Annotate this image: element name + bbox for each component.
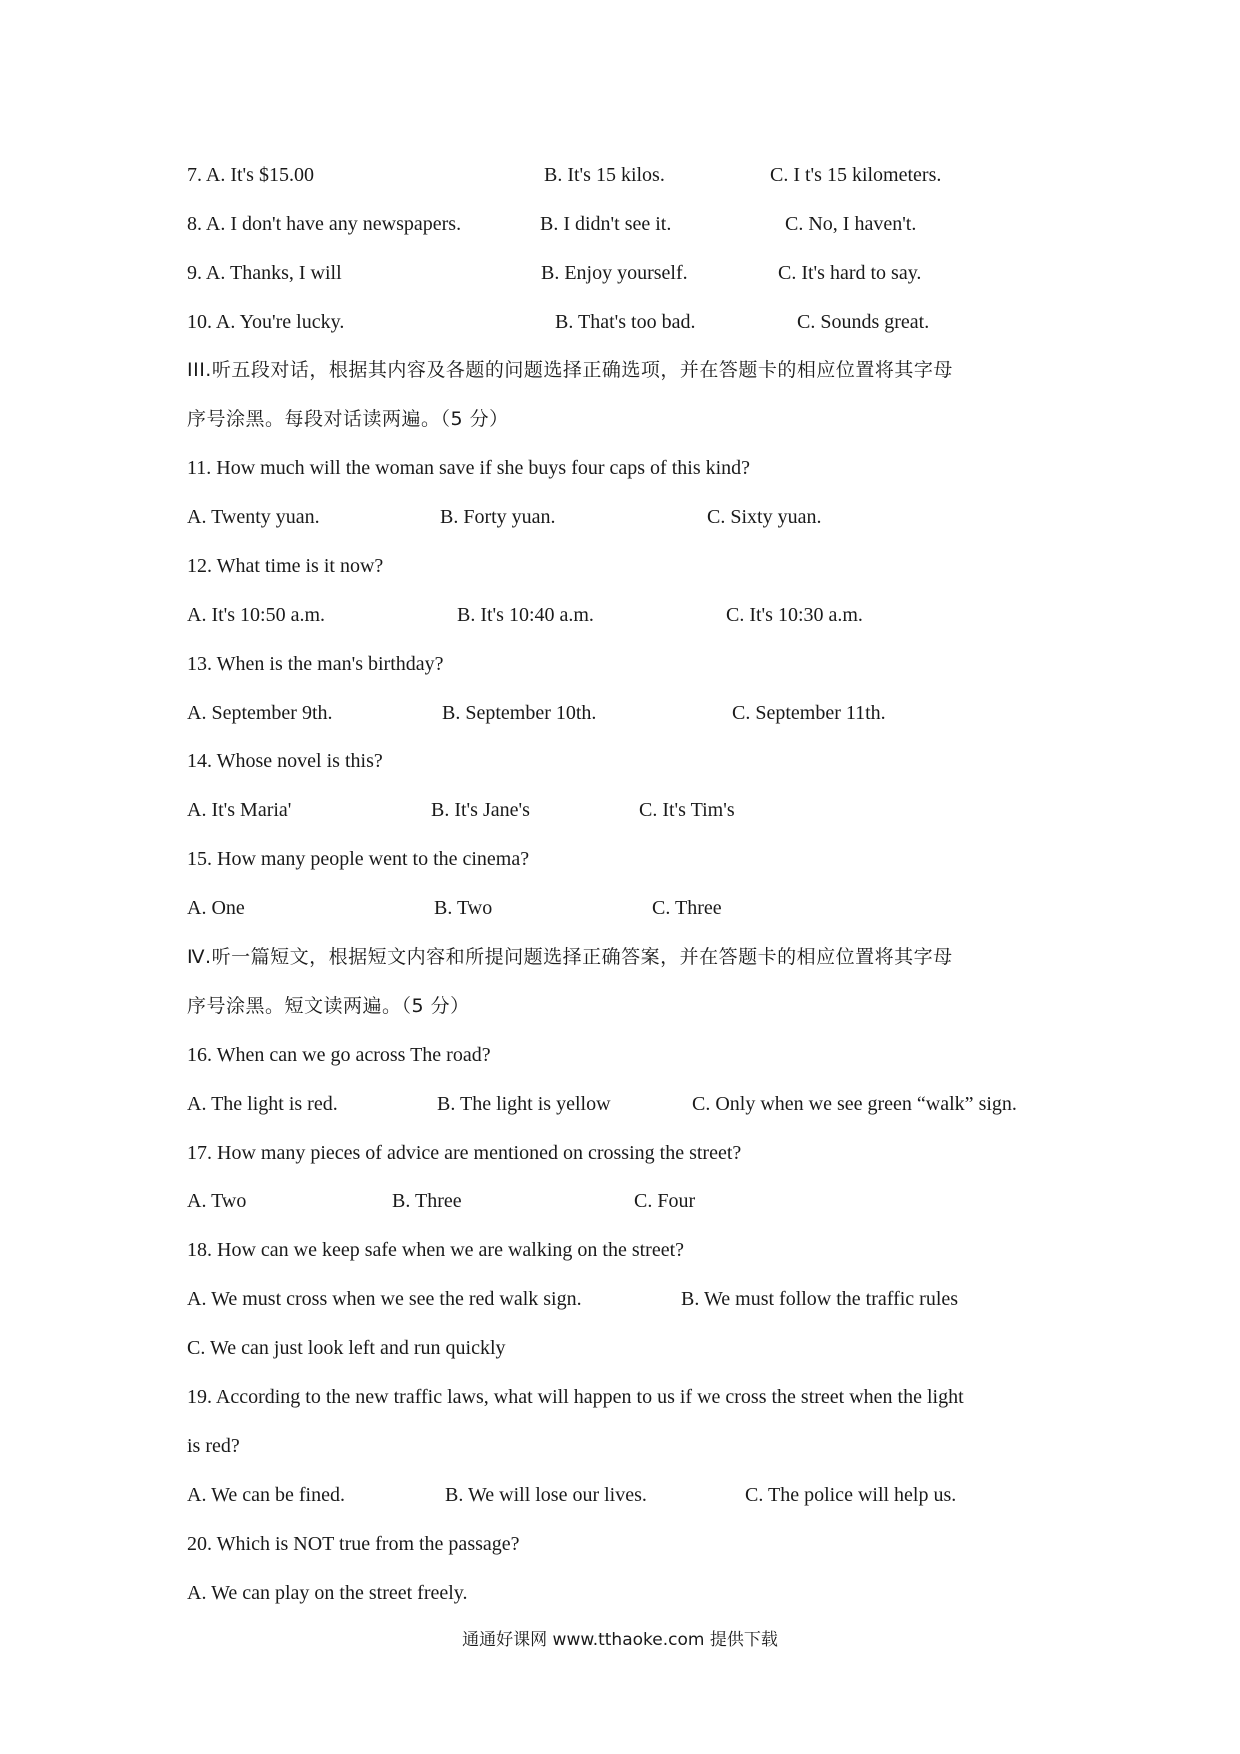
line-segment: C. It's hard to say. xyxy=(778,262,922,284)
line-segment: B. It's 15 kilos. xyxy=(544,164,665,186)
line-segment: 10. A. You're lucky. xyxy=(187,311,345,333)
text-line xyxy=(187,1186,1090,1216)
line-segment: C. September 11th. xyxy=(732,702,886,724)
text-line xyxy=(187,355,1090,385)
line-text: 14. Whose novel is this? xyxy=(187,750,383,772)
text-line xyxy=(187,893,1090,923)
text-line xyxy=(187,844,1090,874)
line-segment: B. Two xyxy=(434,897,493,919)
line-text: Ⅳ.听一篇短文，根据短文内容和所提问题选择正确答案，并在答题卡的相应位置将其字母 xyxy=(187,946,953,968)
text-line xyxy=(187,991,1090,1021)
line-segment: C. I t's 15 kilometers. xyxy=(770,164,942,186)
text-line xyxy=(187,1578,1090,1608)
line-text: 18. How can we keep safe when we are walking on the street? xyxy=(187,1239,685,1261)
text-line xyxy=(187,600,1090,630)
line-text: 19. According to the new traffic laws, what will happen to us if we cross the street when the light xyxy=(187,1386,964,1408)
text-line xyxy=(187,1529,1090,1559)
line-segment: B. We will lose our lives. xyxy=(445,1484,647,1506)
line-segment: B. The light is yellow xyxy=(437,1093,611,1115)
line-segment: B. It's 10:40 a.m. xyxy=(457,604,594,626)
text-line xyxy=(187,551,1090,581)
line-text: 12. What time is it now? xyxy=(187,555,384,577)
line-text: A. We can play on the street freely. xyxy=(187,1582,468,1604)
line-segment: B. September 10th. xyxy=(442,702,597,724)
text-line xyxy=(187,698,1090,728)
text-line xyxy=(187,453,1090,483)
text-line xyxy=(187,1040,1090,1070)
line-segment: A. The light is red. xyxy=(187,1093,338,1115)
text-line xyxy=(187,1382,1090,1412)
line-segment: A. Twenty yuan. xyxy=(187,506,320,528)
line-segment: B. Enjoy yourself. xyxy=(541,262,688,284)
line-segment: C. No, I haven't. xyxy=(785,213,917,235)
line-segment: C. The police will help us. xyxy=(745,1484,957,1506)
line-segment: B. That's too bad. xyxy=(555,311,696,333)
text-line xyxy=(187,1431,1090,1461)
line-segment: B. I didn't see it. xyxy=(540,213,672,235)
text-line xyxy=(187,746,1090,776)
text-line xyxy=(187,404,1090,434)
line-text: 20. Which is NOT true from the passage? xyxy=(187,1533,520,1555)
text-line xyxy=(187,1089,1090,1119)
line-segment: A. Two xyxy=(187,1190,247,1212)
line-text: 11. How much will the woman save if she buys four caps of this kind? xyxy=(187,457,751,479)
line-segment: C. It's 10:30 a.m. xyxy=(726,604,863,626)
line-text: 序号涂黑。短文读两遍。（5 分） xyxy=(187,995,470,1017)
line-text: is red? xyxy=(187,1435,240,1457)
line-segment: B. Forty yuan. xyxy=(440,506,556,528)
line-segment: A. It's Maria' xyxy=(187,799,292,821)
line-segment: 7. A. It's $15.00 xyxy=(187,164,314,186)
text-line xyxy=(187,1235,1090,1265)
text-line xyxy=(187,1138,1090,1168)
line-segment: B. We must follow the traffic rules xyxy=(681,1288,959,1310)
text-line xyxy=(187,1284,1090,1314)
text-line xyxy=(187,307,1090,337)
text-line xyxy=(187,795,1090,825)
line-text: III.听五段对话，根据其内容及各题的问题选择正确选项，并在答题卡的相应位置将其字母 xyxy=(187,359,953,381)
line-text: 序号涂黑。每段对话读两遍。（5 分） xyxy=(187,408,509,430)
line-text: C. We can just look left and run quickly xyxy=(187,1337,506,1359)
text-line xyxy=(187,942,1090,972)
line-segment: B. It's Jane's xyxy=(431,799,530,821)
text-line xyxy=(187,1333,1090,1363)
line-segment: A. It's 10:50 a.m. xyxy=(187,604,326,626)
line-segment: C. Three xyxy=(652,897,722,919)
line-segment: C. Sounds great. xyxy=(797,311,930,333)
text-line xyxy=(187,649,1090,679)
text-line xyxy=(187,258,1090,288)
text-line xyxy=(187,502,1090,532)
page-footer: 通通好课网 www.tthaoke.com 提供下载 xyxy=(462,1630,778,1650)
line-segment: C. Only when we see green “walk” sign. xyxy=(692,1093,1017,1115)
line-segment: A. We can be fined. xyxy=(187,1484,345,1506)
line-segment: 8. A. I don't have any newspapers. xyxy=(187,213,462,235)
line-text: 17. How many pieces of advice are mentioned on crossing the street? xyxy=(187,1142,742,1164)
line-segment: A. We must cross when we see the red walk sign. xyxy=(187,1288,582,1310)
line-segment: A. September 9th. xyxy=(187,702,333,724)
line-segment: A. One xyxy=(187,897,245,919)
line-text: 15. How many people went to the cinema? xyxy=(187,848,530,870)
line-segment: C. Sixty yuan. xyxy=(707,506,822,528)
line-segment: 9. A. Thanks, I will xyxy=(187,262,342,284)
line-text: 16. When can we go across The road? xyxy=(187,1044,491,1066)
text-line xyxy=(187,1480,1090,1510)
line-segment: C. It's Tim's xyxy=(639,799,735,821)
line-segment: C. Four xyxy=(634,1190,696,1212)
line-text: 13. When is the man's birthday? xyxy=(187,653,444,675)
line-segment: B. Three xyxy=(392,1190,462,1212)
text-line xyxy=(187,209,1090,239)
text-line xyxy=(187,160,1090,190)
